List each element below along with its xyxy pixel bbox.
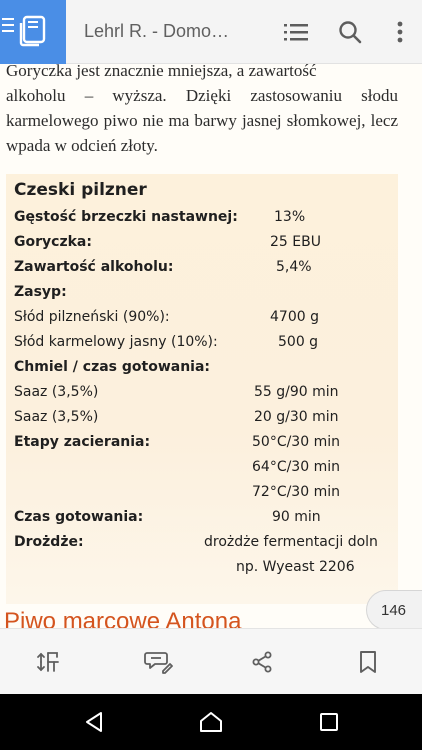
recipe-row xyxy=(14,331,394,356)
recipe-row xyxy=(14,306,394,331)
menu-button[interactable] xyxy=(0,0,66,64)
list-icon xyxy=(284,22,308,42)
recipe-row xyxy=(14,256,394,281)
bookmark-button[interactable] xyxy=(353,647,383,677)
recipe-key: Saaz (3,5%) xyxy=(14,409,99,425)
recipe-row xyxy=(14,531,394,556)
home-icon xyxy=(199,711,223,733)
toc-button[interactable] xyxy=(282,18,310,46)
body-paragraph xyxy=(6,64,398,158)
system-nav-bar xyxy=(0,694,422,750)
back-button[interactable] xyxy=(80,708,108,736)
recipe-value: 50°C/30 min xyxy=(252,434,340,450)
recipe-key: Gęstość brzeczki nastawnej: xyxy=(14,209,238,225)
recipe-box xyxy=(6,174,398,604)
recipe-value: 4700 g xyxy=(270,309,319,325)
bottom-toolbar xyxy=(0,628,422,694)
menu-icon xyxy=(2,18,16,36)
comment-button[interactable] xyxy=(143,647,173,677)
recipe-key: Zasyp: xyxy=(14,284,67,300)
recipe-value: 13% xyxy=(274,209,306,225)
reflow-icon xyxy=(36,650,62,674)
home-button[interactable] xyxy=(197,708,225,736)
overflow-menu-button[interactable] xyxy=(386,18,414,46)
recipe-key: Goryczka: xyxy=(14,234,92,250)
recipe-value: 25 EBU xyxy=(270,234,321,250)
recipe-value: 5,4% xyxy=(276,259,312,275)
document-page[interactable] xyxy=(0,64,422,628)
app-bar xyxy=(0,0,422,64)
more-vert-icon xyxy=(396,20,404,44)
search-button[interactable] xyxy=(336,18,364,46)
recipe-row xyxy=(14,206,394,231)
recipe-row xyxy=(14,356,394,381)
share-button[interactable] xyxy=(247,647,277,677)
recipe-row xyxy=(14,556,394,581)
recipe-key: Chmiel / czas gotowania: xyxy=(14,359,211,375)
recipe-value: 20 g/30 min xyxy=(254,409,339,425)
back-icon xyxy=(83,711,105,733)
recipe-value: np. Wyeast 2206 xyxy=(236,559,355,575)
recents-icon xyxy=(319,712,339,732)
recipe-key: Zawartość alkoholu: xyxy=(14,259,174,275)
reflow-button[interactable] xyxy=(34,647,64,677)
recipe-key: Słód pilzneński (90%): xyxy=(14,309,170,325)
body-text: alkoholu – wyższa. Dzięki zastosowaniu słodu karmelowego piwo nie ma barwy jasnej słomkowej, lecz wpada w odcień złoty. xyxy=(6,86,398,155)
recipe-key: Czas gotowania: xyxy=(14,509,144,525)
recipe-value: drożdże fermentacji doln xyxy=(204,534,378,550)
recents-button[interactable] xyxy=(315,708,343,736)
page-number-badge[interactable]: 146 xyxy=(366,590,422,628)
recipe-value: 90 min xyxy=(272,509,321,525)
recipe-key: Saaz (3,5%) xyxy=(14,384,99,400)
next-section-heading: Piwo marcowe Antona xyxy=(4,608,242,628)
recipe-row xyxy=(14,406,394,431)
recipe-title: Czeski pilzner xyxy=(14,180,147,200)
recipe-row xyxy=(14,281,394,306)
recipe-row xyxy=(14,481,394,506)
search-icon xyxy=(338,20,362,44)
recipe-value: 64°C/30 min xyxy=(252,459,340,475)
recipe-key: Słód karmelowy jasny (10%): xyxy=(14,334,218,350)
recipe-row xyxy=(14,231,394,256)
document-icon xyxy=(18,14,52,48)
recipe-value: 500 g xyxy=(278,334,319,350)
recipe-value: 55 g/90 min xyxy=(254,384,339,400)
recipe-row xyxy=(14,431,394,456)
body-line-cut: Goryczka jest znacznie mniejsza, a zawartość xyxy=(6,64,317,80)
share-icon xyxy=(250,650,274,674)
bookmark-icon xyxy=(359,650,377,674)
document-title: Lehrl R. - Domo… xyxy=(84,21,230,41)
recipe-key: Etapy zacierania: xyxy=(14,434,151,450)
recipe-row xyxy=(14,381,394,406)
recipe-row xyxy=(14,456,394,481)
recipe-key: Drożdże: xyxy=(14,534,84,550)
comment-icon xyxy=(143,649,173,675)
recipe-value: 72°C/30 min xyxy=(252,484,340,500)
recipe-row xyxy=(14,506,394,531)
